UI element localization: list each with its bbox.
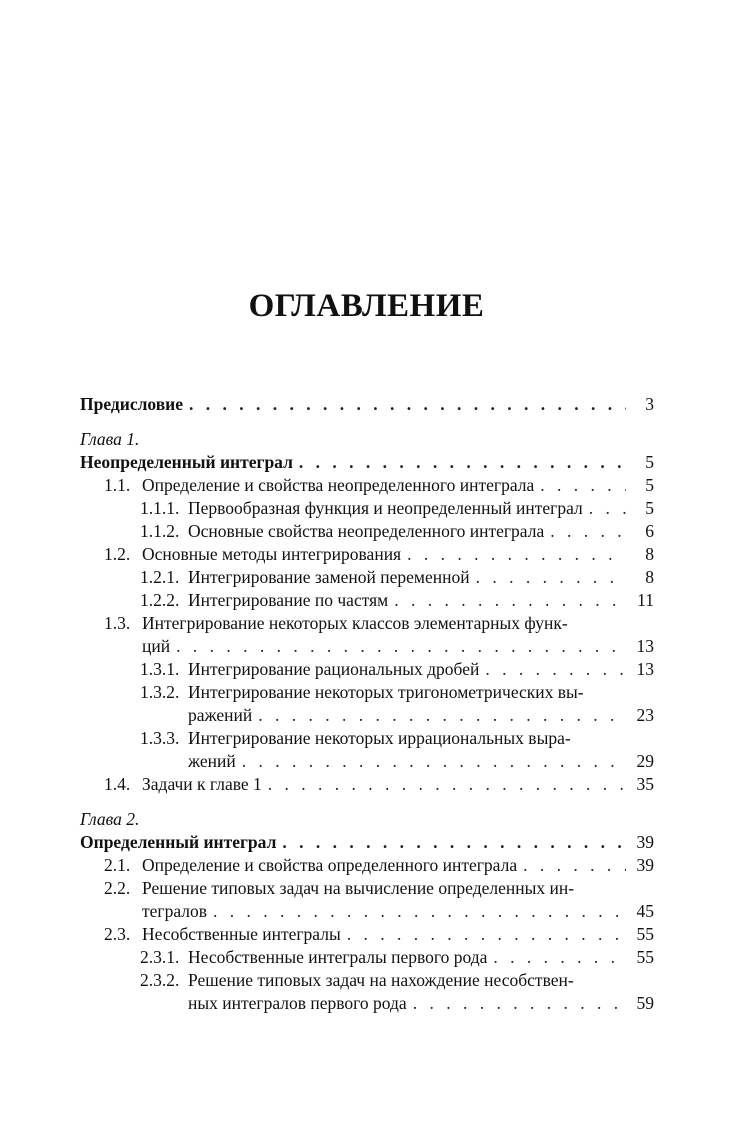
page-number: 5	[645, 498, 654, 518]
page-number: 8	[645, 567, 654, 587]
page-number: 11	[637, 590, 654, 610]
toc-entry-2-3-2[interactable]	[140, 969, 574, 991]
toc-entry-1-4[interactable]	[104, 773, 654, 795]
toc-entry-1-1-2[interactable]	[140, 520, 654, 542]
toc-entry-2-3-2-continued[interactable]	[188, 992, 654, 1014]
entry-number: 1.3.3.	[140, 728, 180, 748]
dot-leader	[493, 946, 626, 968]
entry-number: 1.3.1.	[140, 659, 180, 679]
entry-number: 1.1.2.	[140, 521, 180, 541]
dot-leader	[299, 451, 626, 473]
toc-entry-1-1-1[interactable]	[140, 497, 654, 519]
toc-entry-1-1[interactable]	[104, 474, 654, 496]
toc-entry-1-3-continued[interactable]	[142, 635, 654, 657]
dot-leader	[540, 474, 626, 496]
dot-leader	[589, 497, 626, 519]
page-number: 39	[636, 855, 654, 875]
entry-number: 2.3.2.	[140, 970, 180, 990]
toc-entry-1-3-2[interactable]	[140, 681, 584, 703]
toc-entry-1-2-1[interactable]	[140, 566, 654, 588]
dot-leader	[282, 831, 626, 853]
entry-number: 1.1.	[104, 475, 131, 495]
chapter-label: Глава 1.	[80, 429, 140, 449]
dot-leader	[394, 589, 626, 611]
entry-title: Решение типовых задач на нахождение несобствен-	[188, 970, 574, 990]
dot-leader	[550, 520, 626, 542]
page-number: 13	[636, 636, 654, 656]
entry-number: 1.1.1.	[140, 498, 180, 518]
page-number: 5	[645, 475, 654, 495]
entry-title: Основные свойства неопределенного интеграла	[188, 521, 545, 541]
toc-entry-chapter-1[interactable]	[80, 451, 654, 473]
page-number: 8	[645, 544, 654, 564]
page-number: 6	[645, 521, 654, 541]
page-title: ОГЛАВЛЕНИЕ	[248, 288, 485, 324]
entry-number: 2.3.1.	[140, 947, 180, 967]
toc-entry-2-2[interactable]	[104, 877, 574, 899]
dot-leader	[189, 393, 626, 415]
toc-entry-2-3-1[interactable]	[140, 946, 654, 968]
toc-entry-1-2-2[interactable]	[140, 589, 654, 611]
entry-number: 1.3.2.	[140, 682, 180, 702]
entry-number: 1.2.1.	[140, 567, 180, 587]
dot-leader	[176, 635, 626, 657]
entry-title: Предисловие	[80, 394, 184, 414]
dot-leader	[242, 750, 626, 772]
page-number: 45	[636, 901, 654, 921]
page-number: 23	[636, 705, 654, 725]
dot-leader	[413, 992, 626, 1014]
dot-leader	[258, 704, 626, 726]
entry-title-continued: жений	[188, 751, 236, 771]
toc-entry-1-3-3[interactable]	[140, 727, 571, 749]
page-number: 55	[636, 947, 654, 967]
entry-title: Интегрирование некоторых тригонометрических вы-	[188, 682, 584, 702]
dot-leader	[407, 543, 626, 565]
entry-title: Интегрирование некоторых иррациональных выра-	[188, 728, 571, 748]
entry-number: 1.2.2.	[140, 590, 180, 610]
toc-entry-1-3-3-continued[interactable]	[188, 750, 654, 772]
entry-title: Определение и свойства определенного интеграла	[142, 855, 518, 875]
entry-title: Определенный интеграл	[80, 832, 277, 852]
dot-leader	[523, 854, 626, 876]
page-number: 13	[636, 659, 654, 679]
toc-entry-2-3[interactable]	[104, 923, 654, 945]
page-number: 59	[636, 993, 654, 1013]
dot-leader	[347, 923, 626, 945]
dot-leader	[268, 773, 626, 795]
page-number: 5	[645, 452, 654, 472]
entry-number: 1.3.	[104, 613, 131, 633]
page-number: 55	[636, 924, 654, 944]
toc-entry-1-2[interactable]	[104, 543, 654, 565]
toc-entry-2-1[interactable]	[104, 854, 654, 876]
entry-number: 1.2.	[104, 544, 131, 564]
entry-title: Задачи к главе 1	[142, 774, 262, 794]
toc-entry-1-3-1[interactable]	[140, 658, 654, 680]
entry-title: Интегрирование по частям	[188, 590, 389, 610]
entry-title: Несобственные интегралы	[142, 924, 341, 944]
entry-title: Интегрирование заменой переменной	[188, 567, 470, 587]
chapter-label: Глава 2.	[80, 809, 140, 829]
page-number: 39	[636, 832, 654, 852]
entry-title: Определение и свойства неопределенного интеграла	[142, 475, 535, 495]
entry-title: Основные методы интегрирования	[142, 544, 402, 564]
toc-entry-1-3[interactable]	[104, 612, 568, 634]
entry-number: 2.1.	[104, 855, 131, 875]
entry-title: Несобственные интегралы первого рода	[188, 947, 488, 967]
toc-entry-2-2-continued[interactable]	[142, 900, 654, 922]
page-number: 3	[645, 394, 654, 414]
dot-leader	[485, 658, 626, 680]
toc-entry-1-3-2-continued[interactable]	[188, 704, 654, 726]
entry-title-continued: ных интегралов первого рода	[188, 993, 407, 1013]
entry-title-continued: тегралов	[142, 901, 208, 921]
dot-leader	[476, 566, 626, 588]
toc-entry-chapter-2[interactable]	[80, 831, 654, 853]
page-number: 29	[636, 751, 654, 771]
entry-title-continued: ций	[142, 636, 171, 656]
entry-title: Интегрирование рациональных дробей	[188, 659, 480, 679]
entry-title: Решение типовых задач на вычисление определенных ин-	[142, 878, 575, 898]
entry-title: Первообразная функция и неопределенный интеграл	[188, 498, 583, 518]
toc-entry-preface[interactable]	[80, 393, 654, 415]
entry-title: Неопределенный интеграл	[80, 452, 293, 472]
dot-leader	[213, 900, 626, 922]
entry-number: 2.3.	[104, 924, 131, 944]
page-number: 35	[636, 774, 654, 794]
entry-title-continued: ражений	[188, 705, 253, 725]
entry-title: Интегрирование некоторых классов элементарных функ-	[142, 613, 568, 633]
entry-number: 1.4.	[104, 774, 131, 794]
entry-number: 2.2.	[104, 878, 131, 898]
